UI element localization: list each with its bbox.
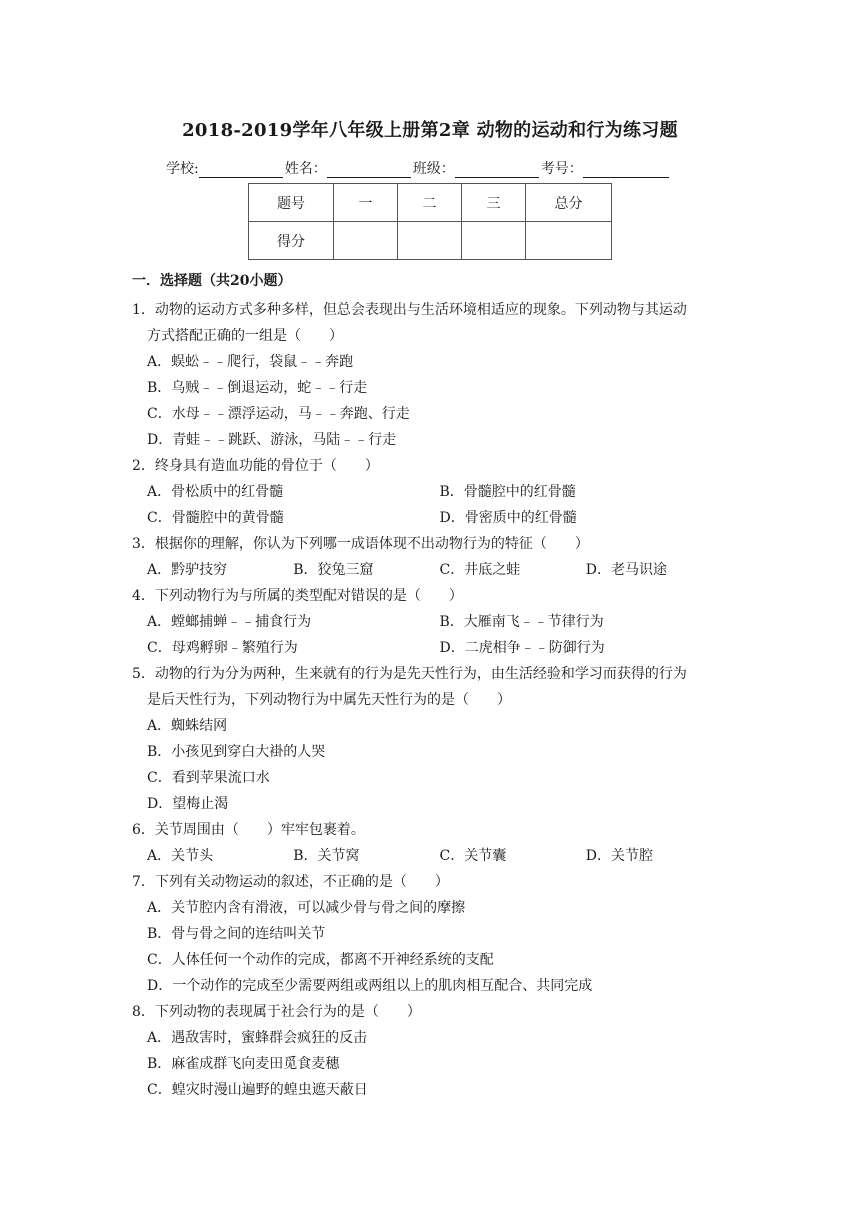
answer-option: A．骨松质中的红骨髓 bbox=[147, 484, 284, 500]
score-table bbox=[248, 183, 612, 260]
answer-option: B．乌贼﹣﹣倒退运动，蛇﹣﹣行走 bbox=[147, 380, 368, 396]
option-row bbox=[132, 947, 732, 973]
question-item bbox=[132, 297, 732, 453]
question-item bbox=[132, 661, 732, 817]
answer-option: A．关节腔内含有滑液，可以减少骨与骨之间的摩擦 bbox=[147, 900, 466, 916]
answer-option: C．人体任何一个动作的完成，都离不开神经系统的支配 bbox=[147, 952, 494, 968]
answer-option: B．大雁南飞﹣﹣节律行为 bbox=[439, 614, 604, 630]
option-row bbox=[132, 1025, 732, 1051]
option-row bbox=[132, 1051, 732, 1077]
answer-option: B．关节窝 bbox=[293, 848, 360, 864]
score-header-cell: 一 bbox=[334, 184, 398, 222]
option-row bbox=[132, 427, 732, 453]
question-stem: 是后天性行为，下列动物行为中属先天性行为的是（ ） bbox=[147, 692, 511, 708]
option-row bbox=[132, 505, 732, 531]
answer-option: D．青蛙﹣﹣跳跃、游泳，马陆﹣﹣行走 bbox=[147, 432, 397, 448]
exam-no-blank bbox=[583, 162, 669, 178]
option-row bbox=[132, 401, 732, 427]
option-row bbox=[132, 635, 732, 661]
answer-option: C．蝗灾时漫山遍野的蝗虫遮天蔽日 bbox=[147, 1082, 368, 1098]
question-stem: 1．动物的运动方式多种多样，但总会表现出与生活环境相适应的现象。下列动物与其运动 bbox=[132, 302, 687, 318]
name-blank bbox=[327, 162, 411, 178]
answer-option: C．井底之蛙 bbox=[439, 562, 521, 578]
score-cell bbox=[526, 222, 612, 260]
name-label: 姓名： bbox=[284, 161, 327, 177]
question-item bbox=[132, 583, 732, 661]
option-row bbox=[132, 609, 732, 635]
answer-option: D．骨密质中的红骨髓 bbox=[439, 510, 577, 526]
question-stem: 4．下列动物行为与所属的类型配对错误的是（ ） bbox=[132, 588, 463, 604]
answer-option: A．关节头 bbox=[147, 848, 214, 864]
score-cell bbox=[462, 222, 526, 260]
answer-option: C．母鸡孵卵﹣繁殖行为 bbox=[147, 640, 298, 656]
question-stem: 2．终身具有造血功能的骨位于（ ） bbox=[132, 458, 379, 474]
exam-no-label: 考号： bbox=[540, 161, 583, 177]
option-row bbox=[132, 895, 732, 921]
question-stem: 7．下列有关动物运动的叙述，不正确的是（ ） bbox=[132, 874, 449, 890]
answer-option: A．黔驴技穷 bbox=[147, 562, 228, 578]
school-label: 学校: bbox=[166, 161, 199, 177]
answer-option: A．蜈蚣﹣﹣爬行，袋鼠﹣﹣奔跑 bbox=[147, 354, 354, 370]
option-row bbox=[132, 557, 732, 583]
answer-option: B．小孩见到穿白大褂的人哭 bbox=[147, 744, 326, 760]
question-item bbox=[132, 531, 732, 583]
question-stem: 5．动物的行为分为两种，生来就有的行为是先天性行为，由生活经验和学习而获得的行为 bbox=[132, 666, 687, 682]
answer-option: A．螳螂捕蝉﹣﹣捕食行为 bbox=[147, 614, 312, 630]
score-cell bbox=[334, 222, 398, 260]
score-header-cell: 题号 bbox=[249, 184, 334, 222]
question-item bbox=[132, 999, 732, 1103]
score-header-cell: 总分 bbox=[526, 184, 612, 222]
question-stem: 8．下列动物的表现属于社会行为的是（ ） bbox=[132, 1004, 421, 1020]
answer-option: D．老马识途 bbox=[585, 562, 667, 578]
answer-option: D．关节腔 bbox=[585, 848, 653, 864]
option-row bbox=[132, 739, 732, 765]
answer-option: C．看到苹果流口水 bbox=[147, 770, 270, 786]
answer-option: C．关节囊 bbox=[439, 848, 507, 864]
option-row bbox=[132, 973, 732, 999]
answer-option: D．望梅止渴 bbox=[147, 796, 229, 812]
class-label: 班级： bbox=[412, 161, 455, 177]
score-cell bbox=[398, 222, 462, 260]
score-header-cell: 二 bbox=[398, 184, 462, 222]
option-row bbox=[132, 479, 732, 505]
class-blank bbox=[455, 162, 539, 178]
option-row bbox=[132, 1077, 732, 1103]
school-blank bbox=[199, 162, 283, 178]
question-item bbox=[132, 453, 732, 531]
option-row bbox=[132, 791, 732, 817]
question-list bbox=[132, 297, 732, 1103]
score-table-header-row bbox=[249, 184, 612, 222]
option-row bbox=[132, 349, 732, 375]
option-row bbox=[132, 843, 732, 869]
answer-option: B．狡兔三窟 bbox=[293, 562, 374, 578]
option-row bbox=[132, 375, 732, 401]
question-stem: 方式搭配正确的一组是（ ） bbox=[147, 328, 343, 344]
score-row-label: 得分 bbox=[249, 222, 334, 260]
section-heading: 一．选择题（共20小题） bbox=[132, 273, 292, 289]
document-title: 2018-2019学年八年级上册第2章 动物的运动和行为练习题 bbox=[182, 120, 678, 141]
student-info-line bbox=[166, 158, 671, 178]
answer-option: C．水母﹣﹣漂浮运动，马﹣﹣奔跑、行走 bbox=[147, 406, 410, 422]
option-row bbox=[132, 713, 732, 739]
answer-option: A．遇敌害时，蜜蜂群会疯狂的反击 bbox=[147, 1030, 368, 1046]
question-item bbox=[132, 817, 732, 869]
score-table-score-row bbox=[249, 222, 612, 260]
option-row bbox=[132, 921, 732, 947]
answer-option: B．骨髓腔中的红骨髓 bbox=[439, 484, 576, 500]
answer-option: D．二虎相争﹣﹣防御行为 bbox=[439, 640, 605, 656]
option-row bbox=[132, 765, 732, 791]
question-stem: 6．关节周围由（ ）牢牢包裹着。 bbox=[132, 822, 365, 838]
answer-option: B．骨与骨之间的连结叫关节 bbox=[147, 926, 326, 942]
answer-option: C．骨髓腔中的黄骨髓 bbox=[147, 510, 284, 526]
score-header-cell: 三 bbox=[462, 184, 526, 222]
answer-option: A．蜘蛛结网 bbox=[147, 718, 228, 734]
question-stem: 3．根据你的理解，你认为下列哪一成语体现不出动物行为的特征（ ） bbox=[132, 536, 589, 552]
answer-option: D．一个动作的完成至少需要两组或两组以上的肌肉相互配合、共同完成 bbox=[147, 978, 593, 994]
question-item bbox=[132, 869, 732, 999]
answer-option: B．麻雀成群飞向麦田觅食麦穗 bbox=[147, 1056, 340, 1072]
